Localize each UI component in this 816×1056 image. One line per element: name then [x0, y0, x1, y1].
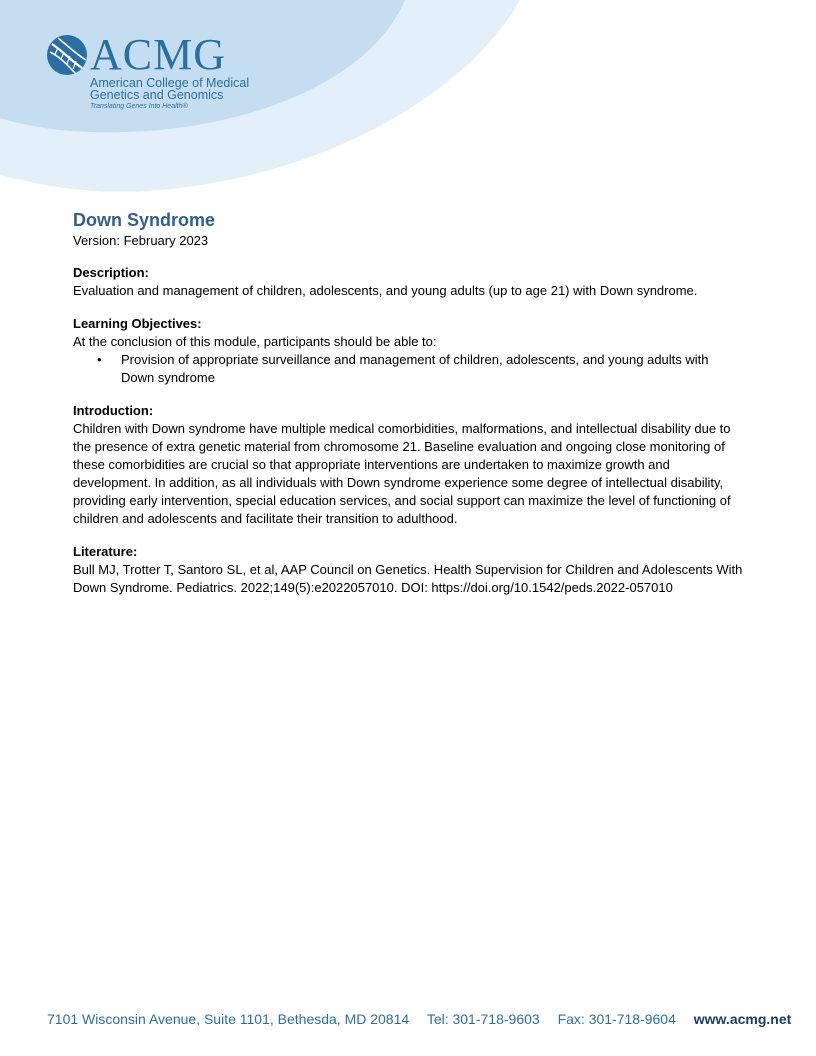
introduction-text: Children with Down syndrome have multiple medical comorbidities, malformations, and intellectual disability due to the presence of extra genetic material from chromosome 21. Baseline evaluation and ongoing close monitoring of these comorbidities are crucial so that appropriate interventions are undertaken to maximize growth and development. In addition, as all individuals with Down syndrome experience some degree of intellectual disability, providing early intervention, special education services, and social support can maximize the level of functioning of children and adolescents and facilitate their transition to adulthood.	[73, 421, 731, 526]
footer-address: 7101 Wisconsin Avenue, Suite 1101, Bethesda, MD 20814	[47, 1011, 410, 1027]
logo-org-name-line2: Genetics and Genomics	[90, 88, 224, 102]
logo-tagline: Translating Genes Into Health®	[90, 103, 188, 110]
literature-text: Bull MJ, Trotter T, Santoro SL, et al, AAP Council on Genetics. Health Supervision for Children and Adolescents With Down Syndrome. Pediatrics. 2022;149(5):e2022057010. DOI: https://doi.org/10.1542/peds.2022-057010	[73, 562, 743, 595]
description-heading: Description:	[73, 265, 149, 280]
page-footer	[47, 1011, 791, 1027]
objectives-list	[73, 351, 743, 387]
footer-website-link[interactable]: www.acmg.net	[693, 1011, 792, 1027]
acmg-logo	[46, 30, 250, 114]
objectives-intro: At the conclusion of this module, participants should be able to:	[73, 334, 437, 349]
footer-fax: Fax: 301-718-9604	[557, 1011, 676, 1027]
literature-heading: Literature:	[73, 544, 138, 559]
logo-org-name-line1: American College of Medical	[90, 76, 250, 90]
objective-item	[73, 351, 743, 387]
bullet-icon: •	[97, 352, 102, 367]
introduction-heading: Introduction:	[73, 403, 154, 418]
description-text: Evaluation and management of children, adolescents, and young adults (up to age 21) with Down syndrome.	[73, 283, 698, 298]
page-title: Down Syndrome	[73, 210, 216, 230]
dna-globe-icon	[46, 34, 88, 76]
document-body	[73, 208, 743, 612]
objective-text: Provision of appropriate surveillance and management of children, adolescents, and young adults with Down syndrome	[121, 352, 709, 385]
objectives-heading: Learning Objectives:	[73, 316, 202, 331]
footer-tel: Tel: 301-718-9603	[426, 1011, 540, 1027]
version-text: Version: February 2023	[73, 233, 209, 248]
logo-acronym: ACMG	[90, 30, 227, 79]
